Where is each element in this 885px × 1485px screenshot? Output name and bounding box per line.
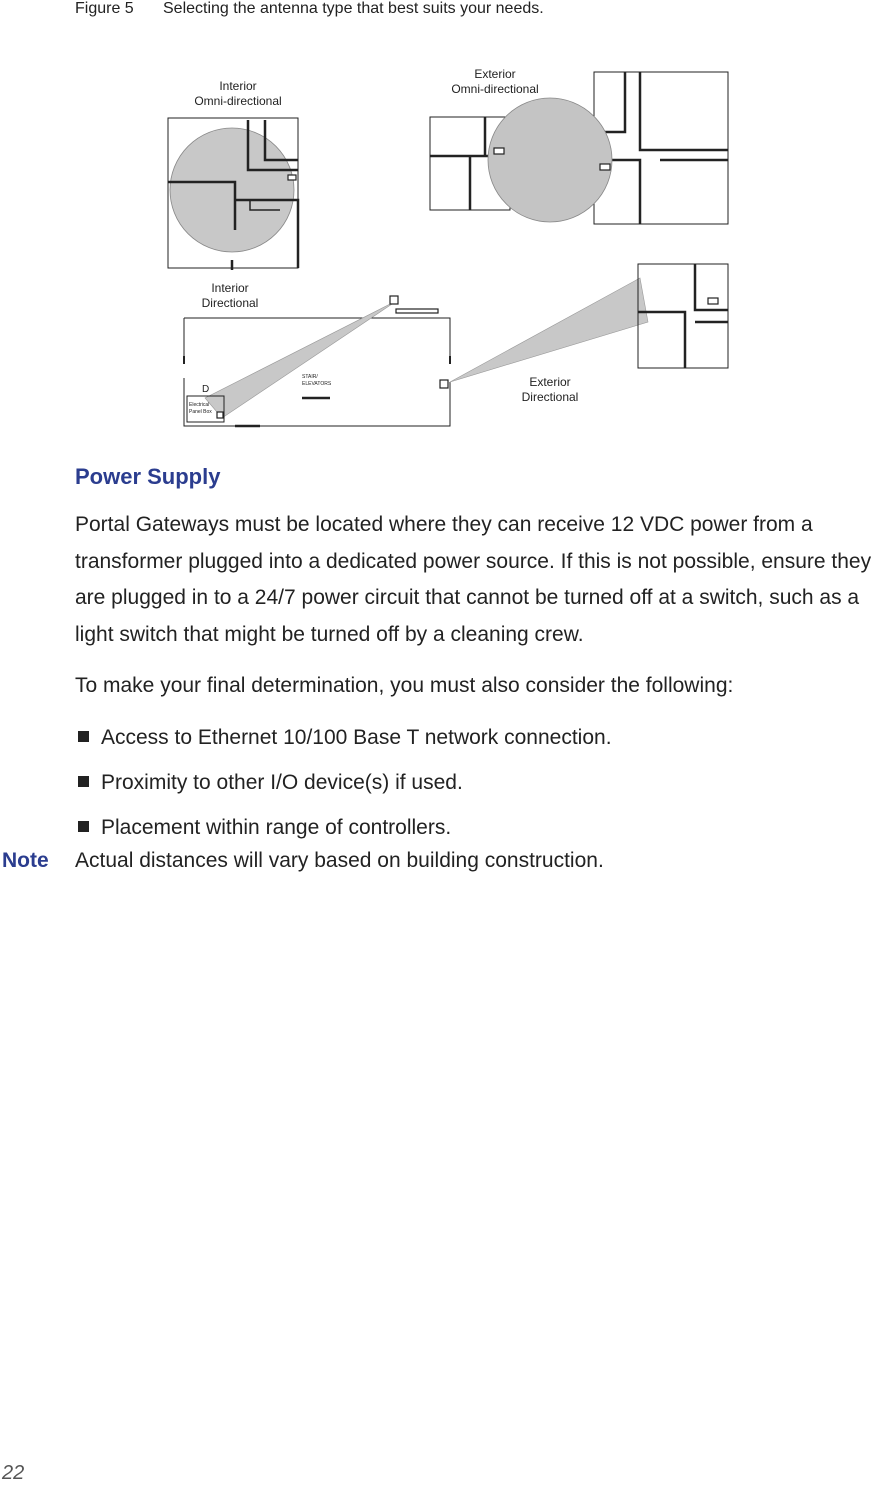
note-text: Actual distances will vary based on building construction. bbox=[75, 849, 604, 872]
determination-paragraph: To make your final determination, you must also consider the following: bbox=[75, 674, 734, 697]
page-number: 22 bbox=[2, 1462, 25, 1484]
square-bullet-icon bbox=[78, 731, 89, 742]
square-bullet-icon bbox=[78, 821, 89, 832]
label-exterior-dir-2: Directional bbox=[521, 390, 579, 404]
label-stair-2: ELEVATORS bbox=[302, 381, 332, 387]
label-exterior-omni-1: Exterior bbox=[474, 67, 516, 81]
figure-caption bbox=[75, 0, 544, 18]
label-electrical-1: Electrical bbox=[189, 402, 210, 408]
figure-number: Figure 5 bbox=[75, 0, 134, 17]
note-label: Note bbox=[2, 849, 49, 872]
label-stair-1: STAIR/ bbox=[302, 374, 318, 380]
list-item: Access to Ethernet 10/100 Base T network connection. bbox=[75, 720, 612, 765]
label-interior-dir-1: Interior bbox=[211, 281, 249, 295]
label-electrical-2: Panel Box bbox=[189, 409, 212, 415]
considerations-list bbox=[75, 720, 612, 855]
power-supply-paragraph: Portal Gateways must be located where they can receive 12 VDC power from a transformer plugged into a dedicated power source. If this is not possible, ensure they are plugged in to a 24/7 power circuit that cannot be turned off at a switch, such as a light switch that might be turned off by a cleaning crew. bbox=[75, 513, 872, 646]
label-exterior-omni-2: Omni-directional bbox=[451, 82, 539, 96]
section-heading: Power Supply bbox=[75, 464, 221, 489]
interior-directional-floorplan bbox=[184, 296, 450, 426]
label-exterior-dir-1: Exterior bbox=[529, 375, 571, 389]
exterior-directional-floorplan bbox=[450, 264, 728, 382]
antenna-placement-diagram bbox=[160, 60, 740, 440]
door-marker: D bbox=[202, 384, 210, 395]
list-item: Placement within range of controllers. bbox=[75, 810, 612, 855]
label-interior-omni-2: Omni-directional bbox=[194, 94, 282, 108]
interior-omni-floorplan bbox=[168, 118, 298, 270]
figure-caption-text: Selecting the antenna type that best suits your needs. bbox=[163, 0, 544, 17]
square-bullet-icon bbox=[78, 776, 89, 787]
label-interior-omni-1: Interior bbox=[219, 79, 257, 93]
label-interior-dir-2: Directional bbox=[201, 296, 259, 310]
list-item: Proximity to other I/O device(s) if used. bbox=[75, 765, 612, 810]
